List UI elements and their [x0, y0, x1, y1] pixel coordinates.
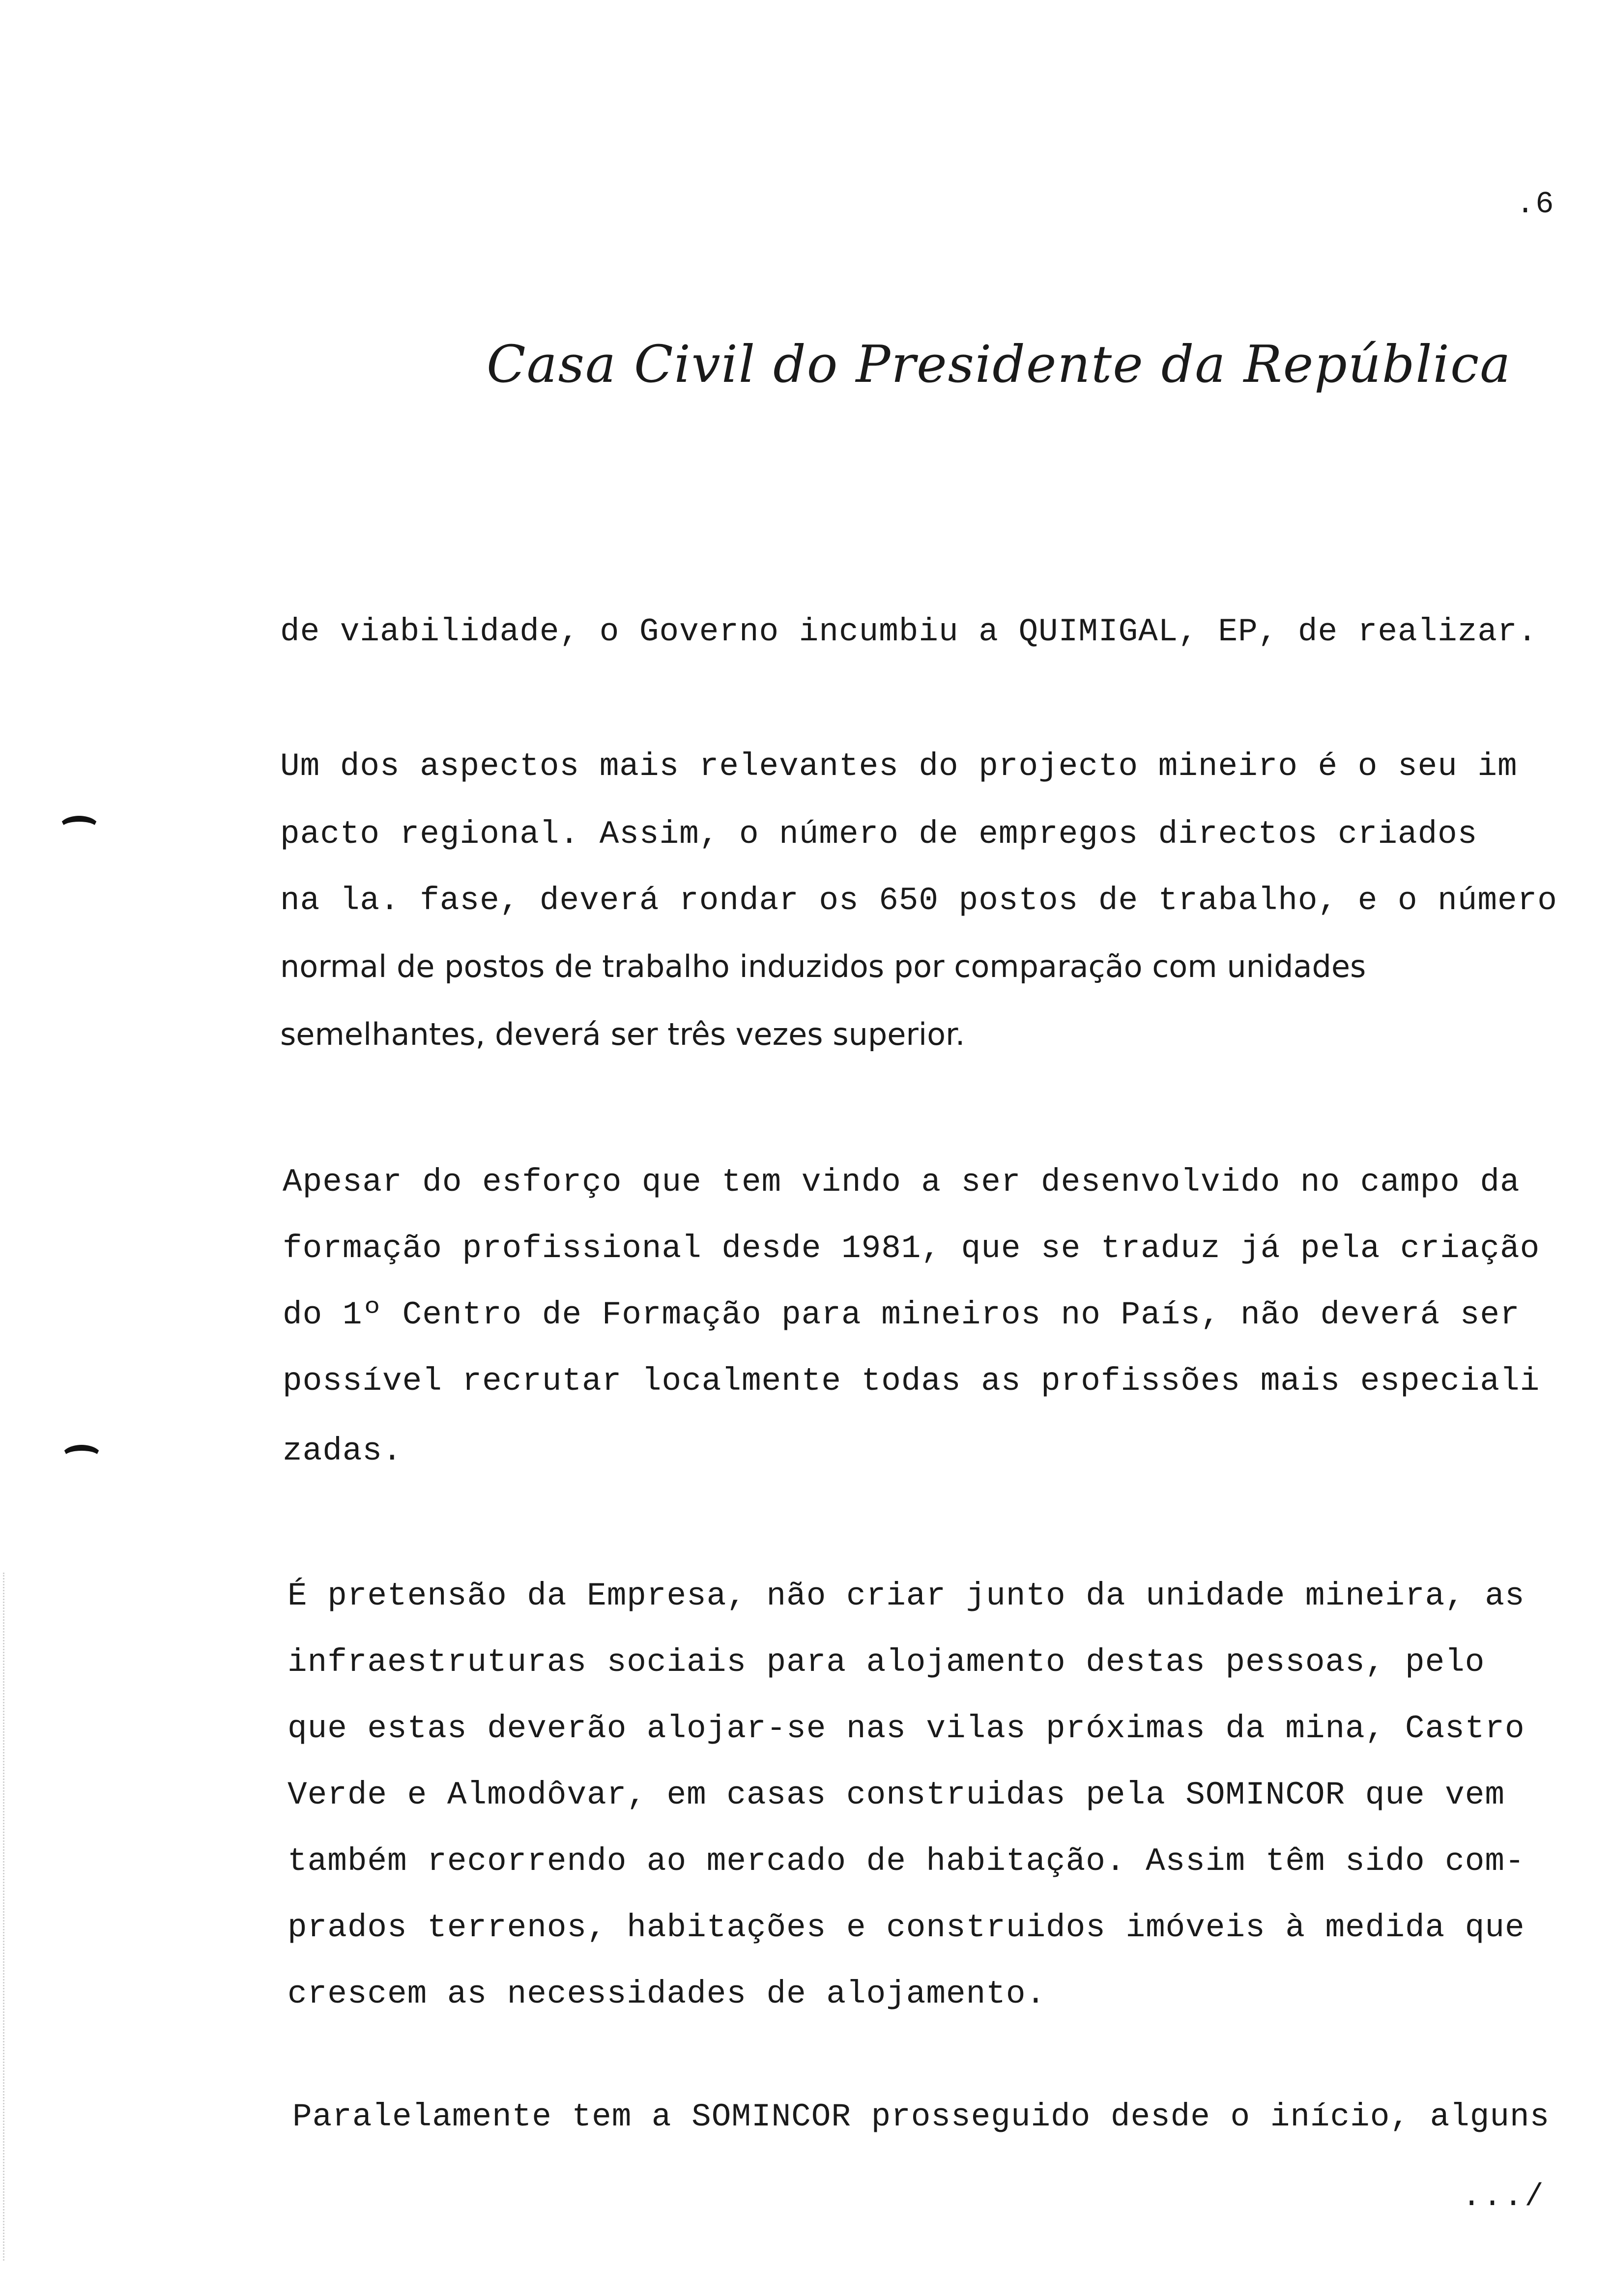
binder-hole-mark: [59, 816, 99, 839]
text-line: pacto regional. Assim, o número de empregos directos criados: [280, 816, 1478, 853]
text-line: formação profissional desde 1981, que se traduz já pela criação: [283, 1230, 1540, 1267]
text-line: Paralelamente tem a SOMINCOR prosseguido desde o início, alguns: [292, 2098, 1550, 2135]
scan-edge-artifact: [3, 1573, 6, 2261]
text-line: que estas deverão alojar-se nas vilas próximas da mina, Castro: [288, 1710, 1525, 1747]
text-line: Verde e Almodôvar, em casas construidas pela SOMINCOR que vem: [288, 1777, 1505, 1813]
text-line: na la. fase, deverá rondar os 650 postos de trabalho, e o número: [280, 882, 1557, 919]
text-line: normal de postos de trabalho induzidos por comparação com unidades: [280, 948, 1366, 984]
text-line: semelhantes, deverá ser três vezes superior.: [280, 1016, 965, 1052]
text-line: infraestruturas sociais para alojamento destas pessoas, pelo: [288, 1644, 1485, 1681]
text-line: zadas.: [283, 1433, 403, 1469]
text-line: de viabilidade, o Governo incumbiu a QUIMIGAL, EP, de realizar.: [280, 613, 1538, 650]
text-line: possível recrutar localmente todas as profissões mais especiali: [283, 1363, 1540, 1400]
text-line: Apesar do esforço que tem vindo a ser desenvolvido no campo da: [283, 1164, 1520, 1201]
text-line: crescem as necessidades de alojamento.: [288, 1976, 1046, 2012]
text-line: Um dos aspectos mais relevantes do projecto mineiro é o seu im: [280, 748, 1518, 785]
page-number: .6: [1516, 187, 1555, 222]
text-line: também recorrendo ao mercado de habitação. Assim têm sido com-: [288, 1843, 1525, 1880]
continuation-mark: .../: [1462, 2180, 1546, 2215]
letterhead: Casa Civil do Presidente da República: [487, 334, 1512, 394]
binder-hole-mark: [61, 1445, 102, 1468]
text-line: do 1º Centro de Formação para mineiros no País, não deverá ser: [283, 1296, 1520, 1333]
text-line: prados terrenos, habitações e construidos imóveis à medida que: [288, 1909, 1525, 1946]
text-line: É pretensão da Empresa, não criar junto da unidade mineira, as: [288, 1578, 1525, 1614]
